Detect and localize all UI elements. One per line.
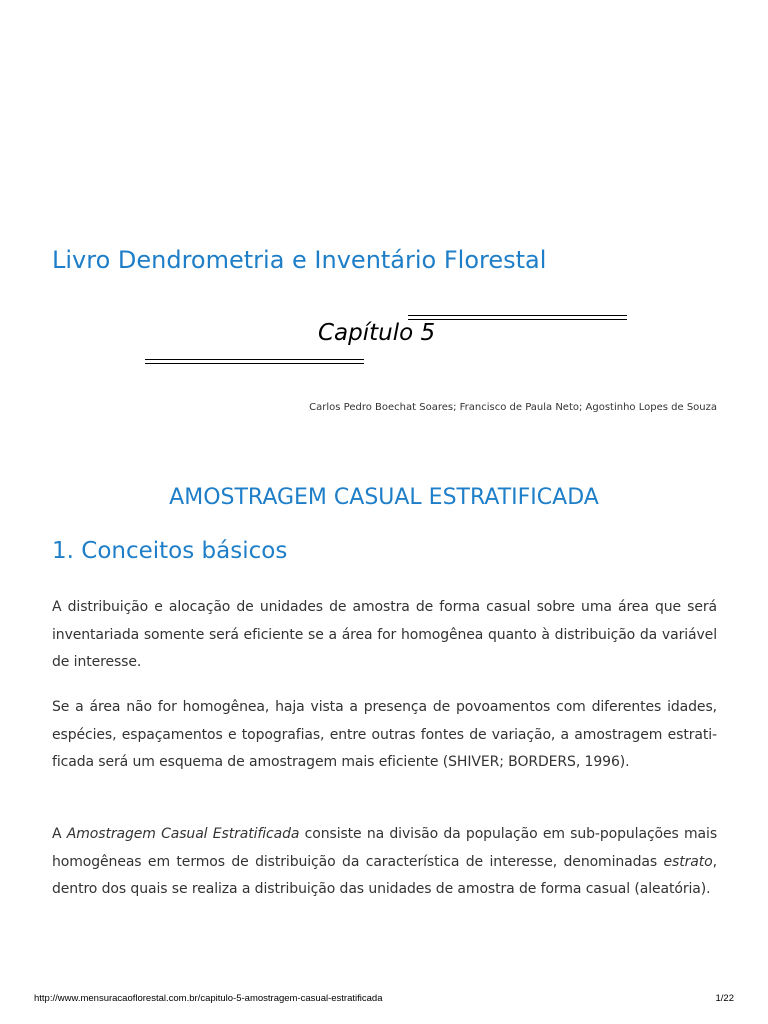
paragraph-3-text-3: , dentro dos quais se realiza a distribuição das unidades de amostra de forma casual (aleatória). <box>52 853 717 897</box>
page-number: 1/22 <box>715 993 734 1004</box>
footer-url: http://www.mensuracaoflorestal.com.br/capitulo-5-amostragem-casual-estratificada <box>34 993 383 1004</box>
emphasis-estrato: estrato <box>663 853 713 870</box>
paragraph-3-text-1: A <box>52 826 67 842</box>
chapter-rule-bottom <box>145 359 364 364</box>
authors-line: Carlos Pedro Boechat Soares; Francisco de Paula Neto; Agostinho Lopes de Souza <box>309 402 717 413</box>
book-title: Livro Dendrometria e Inventário Florestal <box>52 246 547 274</box>
chapter-rule-top <box>408 315 627 320</box>
paragraph-3 <box>52 821 717 904</box>
paragraph-2: Se a área não for homogênea, haja vista a presença de povoamentos com diferentes idades, espécies, espaçamentos e topografias, entre outras fontes de variação, a amostragem estrati-ficada será um esquema de amostragem mais eficiente (SHIVER; BORDERS, 1996). <box>52 699 717 770</box>
paragraph-3-text-2: consiste na divisão da população em sub-populações mais homogêneas em termos de distribuição da característica de interesse, denominadas <box>52 826 718 870</box>
subsection-title: 1. Conceitos básicos <box>52 538 288 564</box>
emphasis-amostragem-casual-estratificada: Amostragem Casual Estratificada <box>66 826 300 842</box>
page-footer <box>0 993 768 1007</box>
paragraph-1: A distribuição e alocação de unidades de amostra de forma casual sobre uma área que será inventariada somente será eficiente se a área for homogênea quanto à distribuição da variável de interesse. <box>52 599 717 670</box>
chapter-title: Capítulo 5 <box>318 320 436 346</box>
section-title: AMOSTRAGEM CASUAL ESTRATIFICADA <box>169 485 599 510</box>
